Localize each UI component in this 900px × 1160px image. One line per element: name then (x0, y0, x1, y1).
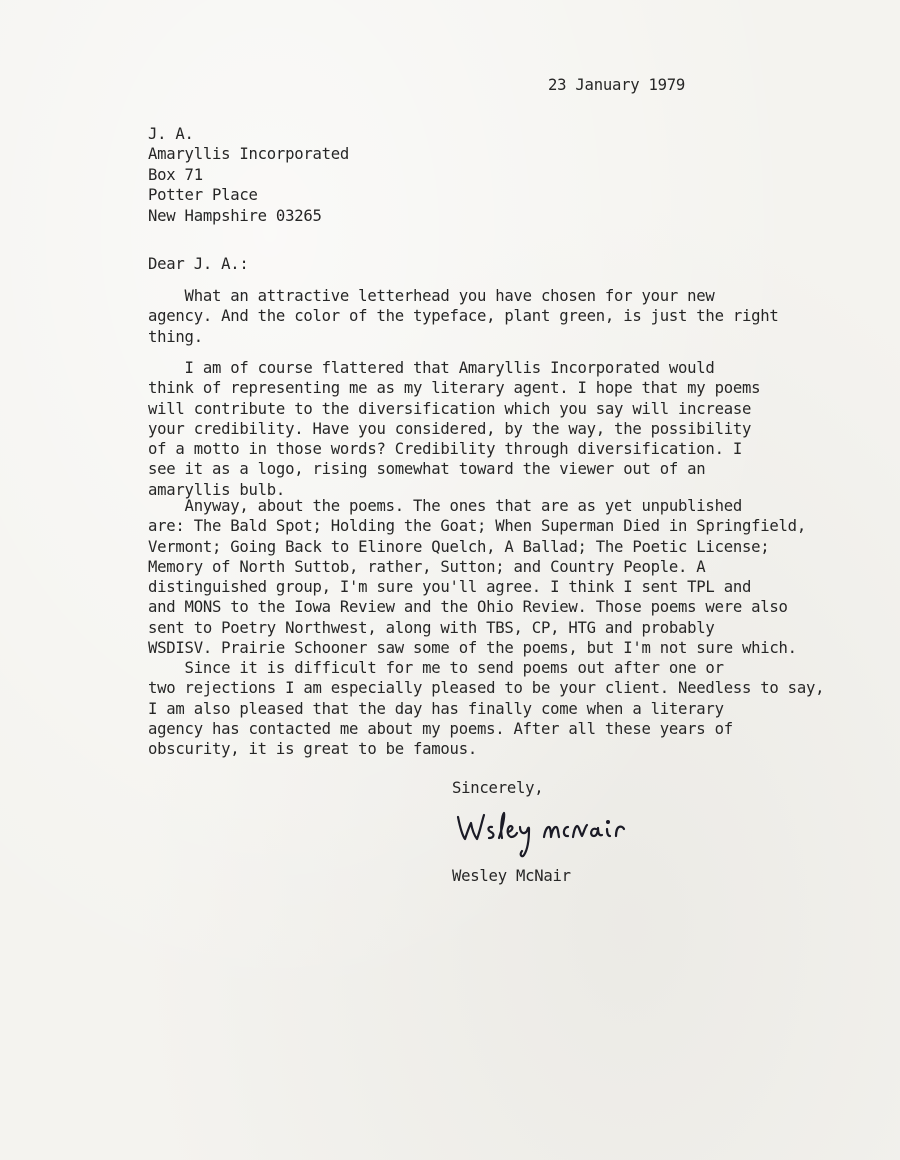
paragraph-line: of a motto in those words? Credibility through diversification. I (148, 440, 742, 459)
salutation: Dear J. A.: (148, 255, 249, 273)
closing: Sincerely, (452, 779, 544, 797)
address-line: New Hampshire 03265 (148, 206, 322, 225)
paragraph-line: and MONS to the Iowa Review and the Ohio Review. Those poems were also (148, 598, 788, 617)
paragraph-line: two rejections I am especially pleased to be your client. Needless to say, (148, 679, 825, 698)
paragraph-line: Vermont; Going Back to Elinore Quelch, A Ballad; The Poetic License; (148, 537, 770, 556)
body-paragraph (148, 358, 760, 500)
paragraph-line: obscurity, it is great to be famous. (148, 740, 477, 759)
paragraph-line: see it as a logo, rising somewhat toward the viewer out of an (148, 460, 706, 479)
paragraph-line: are: The Bald Spot; Holding the Goat; When Superman Died in Springfield, (148, 517, 806, 536)
recipient-address (148, 124, 349, 226)
paragraph-line: distinguished group, I'm sure you'll agree. I think I sent TPL and (148, 578, 752, 597)
handwritten-signature (452, 805, 662, 865)
paragraph-line: agency. And the color of the typeface, plant green, is just the right (148, 307, 779, 326)
address-line: Amaryllis Incorporated (148, 145, 350, 164)
body-paragraph (148, 496, 806, 658)
paragraph-line: think of representing me as my literary agent. I hope that my poems (148, 379, 761, 398)
paragraph-line: your credibility. Have you considered, by the way, the possibility (148, 419, 752, 438)
paragraph-line: will contribute to the diversification which you say will increase (148, 399, 752, 418)
letter-date: 23 January 1979 (548, 76, 686, 94)
body-paragraph (148, 658, 824, 759)
address-line: Potter Place (148, 186, 258, 205)
paragraph-line: Memory of North Suttob, rather, Sutton; and Country People. A (148, 557, 706, 576)
address-line: Box 71 (148, 165, 203, 184)
paragraph-line: Since it is difficult for me to send poems out after one or (148, 659, 724, 677)
paragraph-line: agency has contacted me about my poems. After all these years of (148, 719, 733, 738)
paragraph-line: I am also pleased that the day has finally come when a literary (148, 699, 724, 718)
paragraph-line: I am of course flattered that Amaryllis Incorporated would (148, 359, 715, 377)
typed-name: Wesley McNair (452, 867, 571, 885)
paragraph-line: What an attractive letterhead you have chosen for your new (148, 287, 715, 305)
paragraph-line: WSDISV. Prairie Schooner saw some of the poems, but I'm not sure which. (148, 639, 797, 658)
paragraph-line: amaryllis bulb. (148, 480, 286, 499)
paragraph-line: thing. (148, 327, 203, 346)
paragraph-line: Anyway, about the poems. The ones that are as yet unpublished (148, 497, 742, 515)
paragraph-line: sent to Poetry Northwest, along with TBS, CP, HTG and probably (148, 618, 715, 637)
address-line: J. A. (148, 125, 194, 143)
body-paragraph (148, 286, 779, 347)
